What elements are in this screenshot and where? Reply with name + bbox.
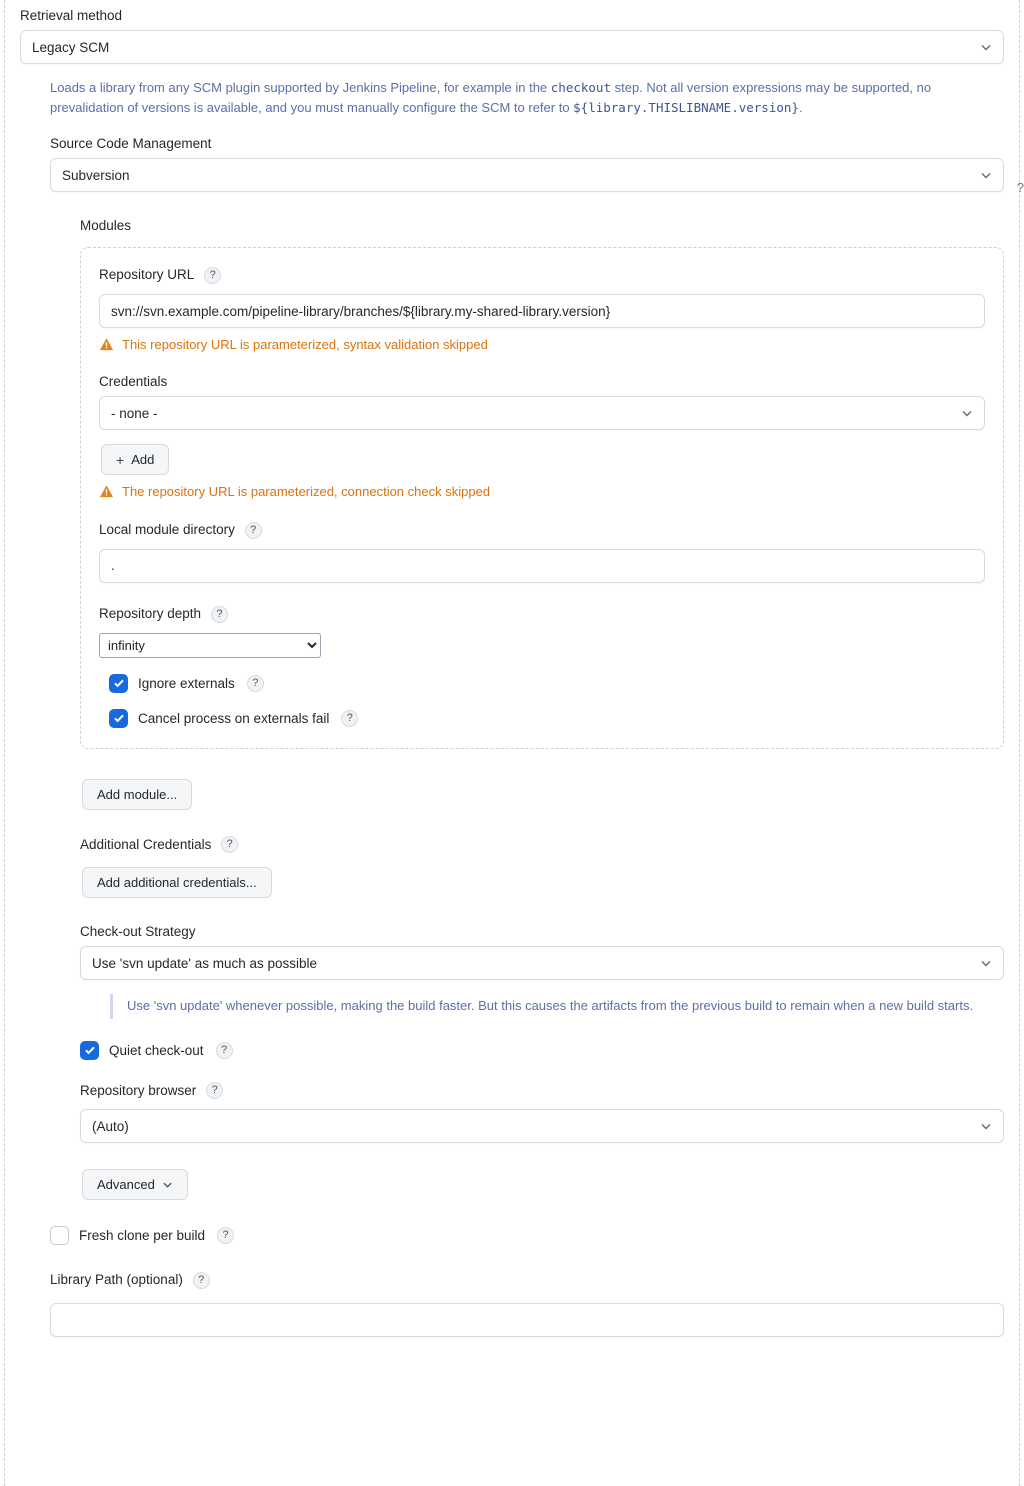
quiet-checkout-checkbox[interactable] — [80, 1041, 99, 1060]
repository-depth-label: Repository depth — [99, 605, 202, 621]
warning-triangle-icon — [99, 484, 114, 499]
cancel-externals-fail-label: Cancel process on externals fail — [138, 710, 330, 726]
warning-triangle-icon — [99, 337, 114, 352]
cancel-externals-fail-checkbox[interactable] — [109, 709, 128, 728]
fresh-clone-label: Fresh clone per build — [79, 1228, 206, 1244]
local-module-directory-input[interactable] — [99, 549, 985, 583]
add-module-button[interactable] — [82, 779, 192, 810]
local-module-directory-label: Local module directory — [99, 522, 235, 538]
add-credentials-label: Add — [131, 452, 155, 468]
help-icon[interactable]: ? — [247, 675, 264, 692]
repository-url-input[interactable] — [99, 294, 985, 328]
ignore-externals-checkbox[interactable] — [109, 674, 128, 693]
repository-browser-label: Repository browser — [80, 1082, 197, 1098]
module-group — [80, 247, 1004, 748]
modules-section — [80, 218, 1004, 1200]
desc-code-checkout: checkout — [550, 80, 611, 95]
help-icon[interactable]: ? — [221, 836, 238, 853]
add-module-label: Add module... — [97, 786, 178, 802]
add-additional-credentials-button[interactable] — [82, 867, 272, 898]
checkout-strategy-select-wrap[interactable] — [80, 946, 1004, 980]
additional-credentials-label: Additional Credentials — [80, 836, 212, 852]
repository-url-field — [99, 266, 985, 352]
scm-value: Subversion — [62, 167, 130, 183]
help-icon[interactable]: ? — [206, 1082, 223, 1099]
desc-part-2: step. Not all version expressions may be supported, no prevalidation of versions is available, and you must manually configure the SCM to refer to — [50, 80, 932, 116]
advanced-label: Advanced — [97, 1177, 155, 1193]
help-icon[interactable]: ? — [217, 1227, 234, 1244]
add-credentials-button[interactable] — [101, 444, 169, 475]
quiet-checkout-label: Quiet check-out — [109, 1042, 204, 1058]
check-icon — [113, 712, 125, 724]
quiet-checkout-row[interactable] — [80, 1041, 1004, 1060]
repository-url-label: Repository URL — [99, 267, 195, 283]
repository-browser-section — [80, 1082, 1004, 1144]
ignore-externals-label: Ignore externals — [138, 675, 235, 691]
help-icon[interactable]: ? — [216, 1042, 233, 1059]
help-icon[interactable]: ? — [245, 522, 262, 539]
credentials-label: Credentials — [99, 374, 168, 390]
library-path-input[interactable] — [50, 1303, 1004, 1337]
credentials-value: - none - — [111, 405, 158, 421]
plus-icon: + — [116, 451, 125, 468]
help-icon[interactable]: ? — [204, 267, 221, 284]
checkout-strategy-value: Use 'svn update' as much as possible — [92, 955, 318, 971]
modules-label: Modules — [80, 218, 132, 234]
repository-url-warning — [99, 337, 985, 352]
check-icon — [84, 1044, 96, 1056]
retrieval-method-label: Retrieval method — [20, 8, 123, 23]
help-icon[interactable]: ? — [211, 606, 228, 623]
scm-section — [50, 136, 1004, 192]
retrieval-method-select-wrap[interactable] — [20, 30, 1004, 64]
checkout-strategy-note: Use 'svn update' whenever possible, making the build faster. But this causes the artifacts from the previous build to remain when a new build starts. — [110, 994, 1000, 1018]
help-icon[interactable]: ? — [193, 1272, 210, 1289]
retrieval-method-select[interactable] — [20, 30, 1004, 64]
fresh-clone-checkbox[interactable] — [50, 1226, 69, 1245]
cancel-externals-fail-row[interactable] — [109, 709, 985, 728]
desc-part-1: Loads a library from any SCM plugin supported by Jenkins Pipeline, for example in the — [50, 80, 551, 95]
desc-part-3: . — [798, 100, 803, 116]
checkout-strategy-select[interactable] — [80, 946, 1004, 980]
retrieval-method-value: Legacy SCM — [32, 39, 110, 55]
advanced-button[interactable] — [82, 1169, 188, 1200]
retrieval-method-description — [50, 78, 1004, 118]
library-path-label: Library Path (optional) — [50, 1272, 183, 1288]
credentials-select[interactable] — [99, 396, 985, 430]
repository-depth-select[interactable] — [99, 633, 321, 658]
repository-url-warning-text: This repository URL is parameterized, syntax validation skipped — [122, 337, 488, 353]
library-path-section — [50, 1271, 1004, 1337]
chevron-down-icon — [162, 1179, 173, 1190]
scm-select[interactable] — [50, 158, 1004, 192]
repository-depth-field — [99, 605, 985, 658]
check-icon — [113, 677, 125, 689]
ignore-externals-row[interactable] — [109, 674, 985, 693]
help-icon[interactable]: ? — [341, 710, 358, 727]
repository-browser-value: (Auto) — [92, 1118, 129, 1134]
repository-browser-select-wrap[interactable] — [80, 1109, 1004, 1143]
credentials-warning-text: The repository URL is parameterized, connection check skipped — [122, 484, 491, 500]
credentials-warning — [99, 484, 985, 499]
repository-browser-select[interactable] — [80, 1109, 1004, 1143]
scm-select-wrap[interactable] — [50, 158, 1004, 192]
additional-credentials-section — [80, 836, 1004, 899]
fresh-clone-row[interactable] — [50, 1226, 1004, 1245]
desc-code-version: ${library.THISLIBNAME.version} — [573, 100, 799, 116]
checkout-strategy-section — [80, 924, 1004, 1018]
checkout-strategy-label: Check-out Strategy — [80, 924, 196, 940]
local-module-directory-field — [99, 521, 985, 583]
credentials-select-wrap[interactable] — [99, 396, 985, 430]
side-help-icon[interactable]: ? — [1016, 180, 1024, 195]
credentials-field — [99, 374, 985, 499]
scm-label: Source Code Management — [50, 136, 212, 152]
add-additional-credentials-label: Add additional credentials... — [97, 875, 257, 891]
